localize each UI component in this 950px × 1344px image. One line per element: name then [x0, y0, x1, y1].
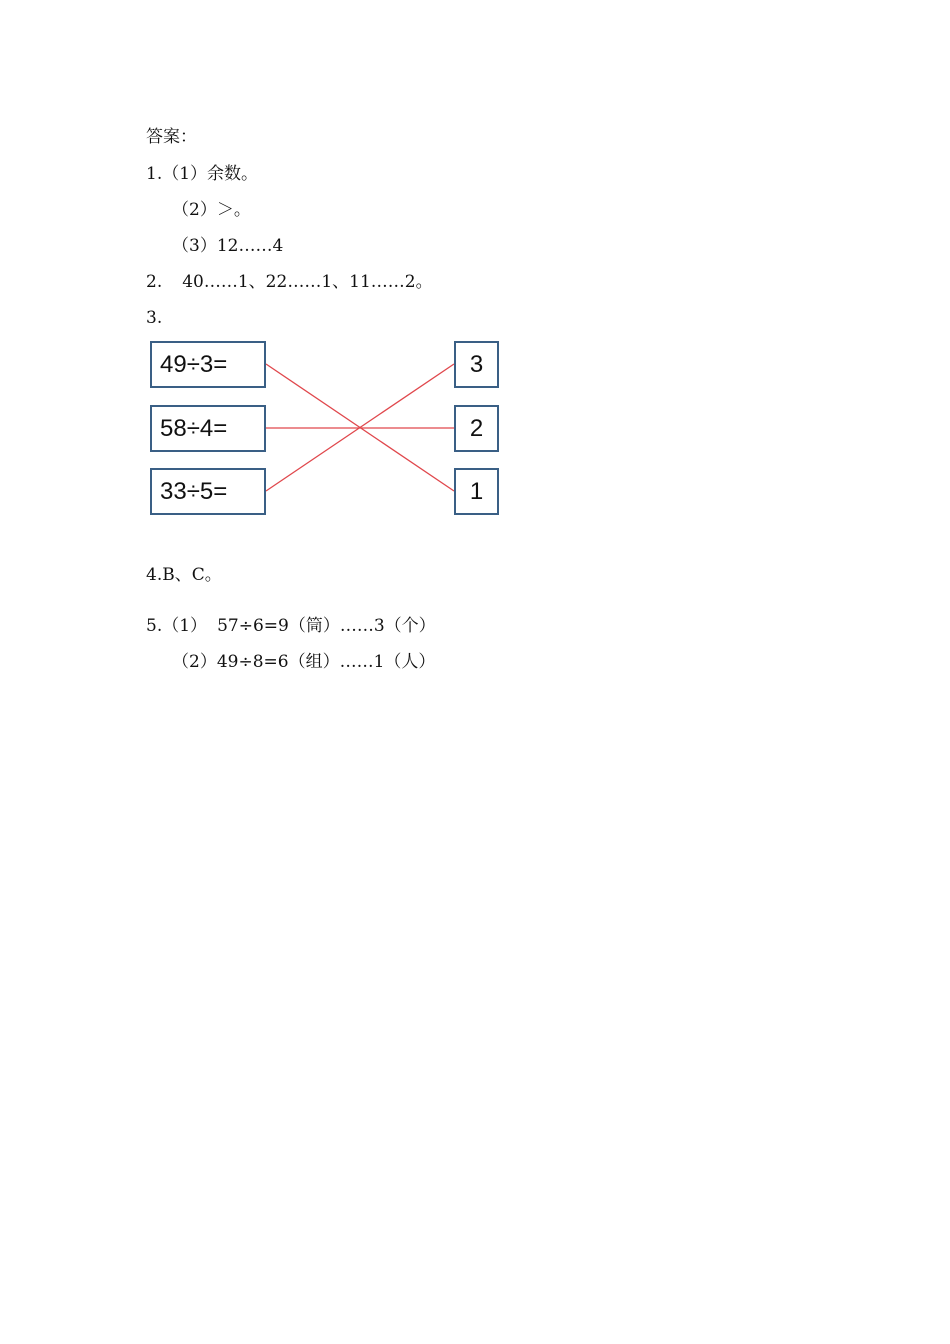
question-1-part-3: （3）12……4 [172, 236, 284, 256]
division-box-2: 58÷4= [150, 405, 266, 452]
question-1-part-1: （1）余数。 [162, 164, 259, 184]
question-5 [146, 615, 436, 637]
remainder-box-3: 1 [454, 468, 499, 515]
question-1-part-2: （2）＞。 [172, 200, 251, 220]
question-5-number: 5. [146, 616, 163, 636]
question-4-answer: B、C。 [162, 565, 222, 585]
question-5-part-1-label: （1） [162, 616, 208, 636]
division-box-1: 49÷3= [150, 341, 266, 388]
question-5-part-1-answer: 57÷6=9（筒）……3（个） [217, 616, 436, 636]
division-box-3: 33÷5= [150, 468, 266, 515]
question-1-number: 1. [146, 164, 163, 184]
remainder-box-1: 3 [454, 341, 499, 388]
remainder-box-2: 2 [454, 405, 499, 452]
question-2 [146, 271, 433, 293]
question-1 [146, 163, 258, 185]
question-4 [146, 564, 222, 586]
answers-heading: 答案： [146, 127, 197, 147]
question-5-part-2: （2）49÷8=6（组）……1（人） [172, 652, 436, 672]
question-3-number: 3. [146, 308, 163, 328]
question-2-number: 2. [146, 272, 163, 292]
question-4-number: 4. [146, 565, 163, 585]
question-2-answer: 40……1、22……1、11……2。 [182, 272, 433, 292]
